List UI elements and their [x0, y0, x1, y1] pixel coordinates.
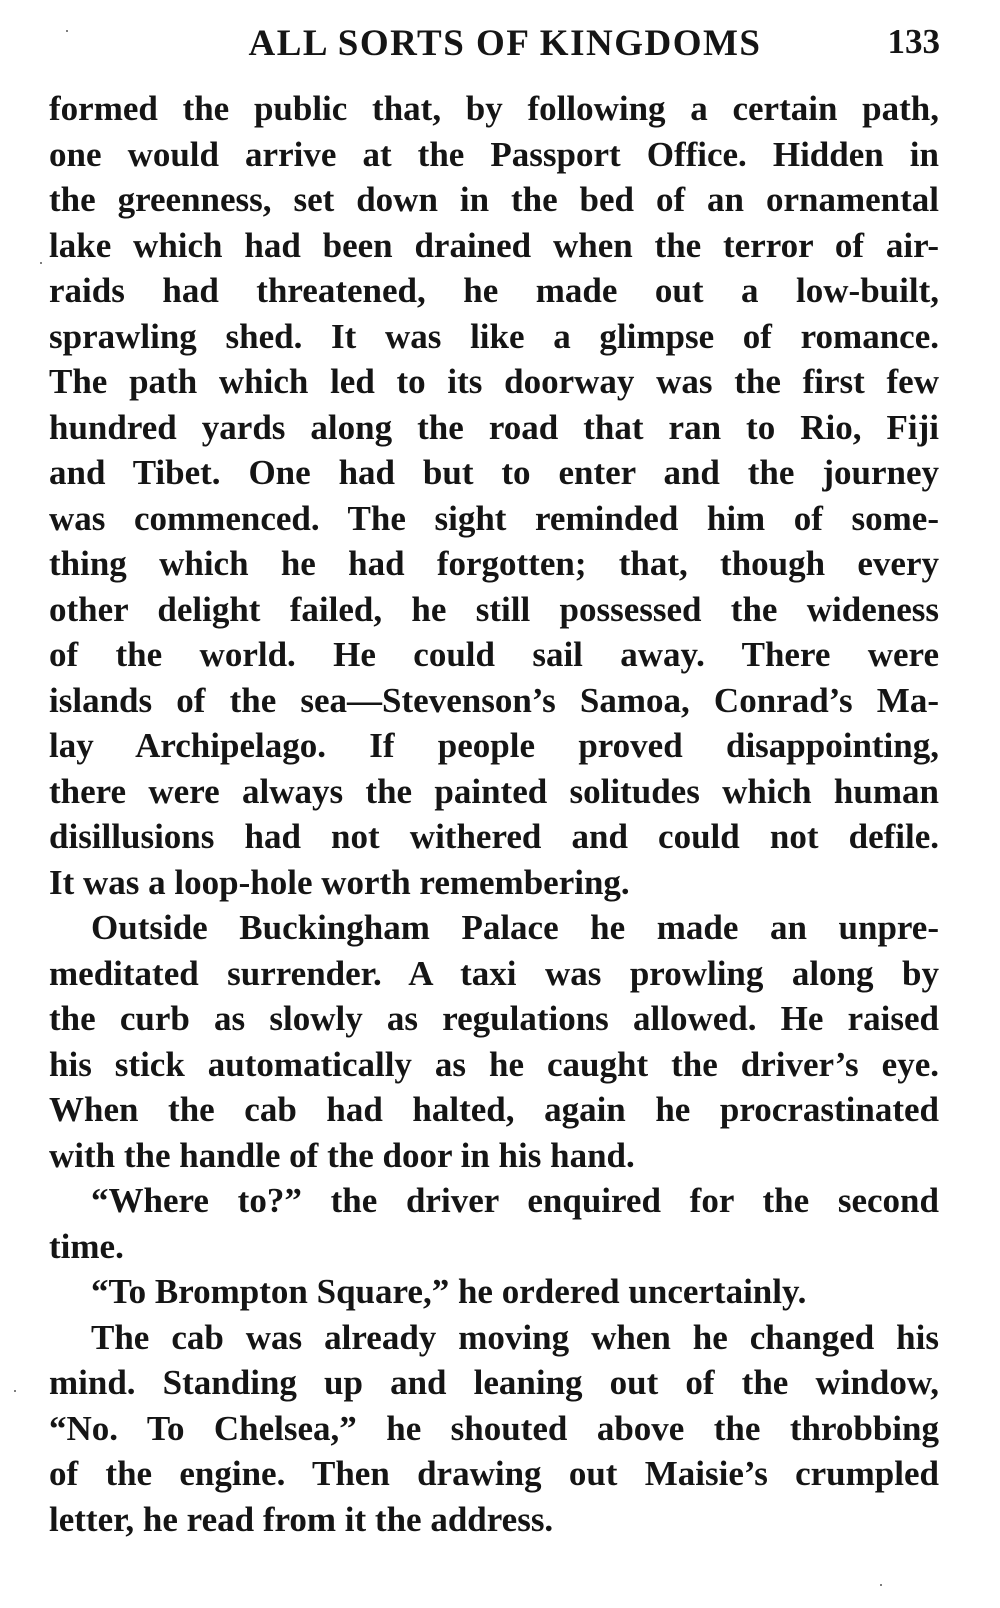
- page-number: 133: [887, 22, 940, 61]
- paragraph-end-line: time.: [49, 1226, 124, 1266]
- text-line: of the world. He could sail away. There were: [49, 635, 939, 674]
- text-line: one would arrive at the Passport Office. Hidden in: [49, 134, 939, 174]
- text-line: there were always the painted solitudes which human: [49, 771, 939, 811]
- paragraph-single-line: “To Brompton Square,” he ordered uncertainly.: [91, 1272, 807, 1311]
- running-title: ALL SORTS OF KINGDOMS: [248, 23, 762, 64]
- text-line: other delight failed, he still possessed the wideness: [49, 589, 939, 629]
- running-head: [50, 18, 940, 68]
- text-line: lay Archipelago. If people proved disappointing,: [49, 726, 939, 765]
- body-text: [49, 86, 939, 1542]
- text-line: The path which led to its doorway was the first few: [49, 362, 939, 401]
- text-line: When the cab had halted, again he procrastinated: [49, 1090, 939, 1129]
- text-line: of the engine. Then drawing out Maisie’s crumpled: [49, 1454, 939, 1493]
- text-line: sprawling shed. It was like a glimpse of romance.: [49, 316, 939, 356]
- scan-speck: [880, 1584, 882, 1586]
- text-line: the greenness, set down in the bed of an ornamental: [49, 180, 939, 219]
- text-line: was commenced. The sight reminded him of some-: [49, 498, 939, 538]
- text-line: hundred yards along the road that ran to Rio, Fiji: [49, 407, 939, 447]
- paragraph-end-line: It was a loop-hole worth remembering.: [49, 862, 630, 902]
- paragraph-start-line: “Where to?” the driver enquired for the second: [91, 1181, 939, 1220]
- text-line: islands of the sea—Stevenson’s Samoa, Conrad’s Ma-: [49, 680, 939, 720]
- paragraph-end-line: with the handle of the door in his hand.: [49, 1135, 635, 1175]
- text-line: formed the public that, by following a certain path,: [49, 89, 939, 128]
- scan-speck: [14, 1390, 16, 1392]
- scan-speck: [40, 262, 42, 264]
- text-line: “No. To Chelsea,” he shouted above the throbbing: [49, 1408, 939, 1448]
- text-line: and Tibet. One had but to enter and the journey: [49, 453, 939, 492]
- text-line: the curb as slowly as regulations allowed. He raised: [49, 999, 939, 1038]
- paragraph-start-line: The cab was already moving when he changed his: [91, 1317, 939, 1357]
- text-line: disillusions had not withered and could not defile.: [49, 817, 939, 856]
- text-line: mind. Standing up and leaning out of the window,: [49, 1363, 939, 1402]
- scan-speck: [66, 30, 68, 32]
- text-line: lake which had been drained when the terror of air-: [49, 225, 939, 265]
- text-line: thing which he had forgotten; that, though every: [49, 544, 939, 583]
- text-line: meditated surrender. A taxi was prowling along by: [49, 953, 939, 993]
- text-line: raids had threatened, he made out a low-built,: [49, 271, 939, 310]
- paragraph-end-line: letter, he read from it the address.: [49, 1499, 554, 1539]
- paragraph-start-line: Outside Buckingham Palace he made an unpre-: [91, 908, 939, 947]
- text-line: his stick automatically as he caught the driver’s eye.: [49, 1044, 939, 1084]
